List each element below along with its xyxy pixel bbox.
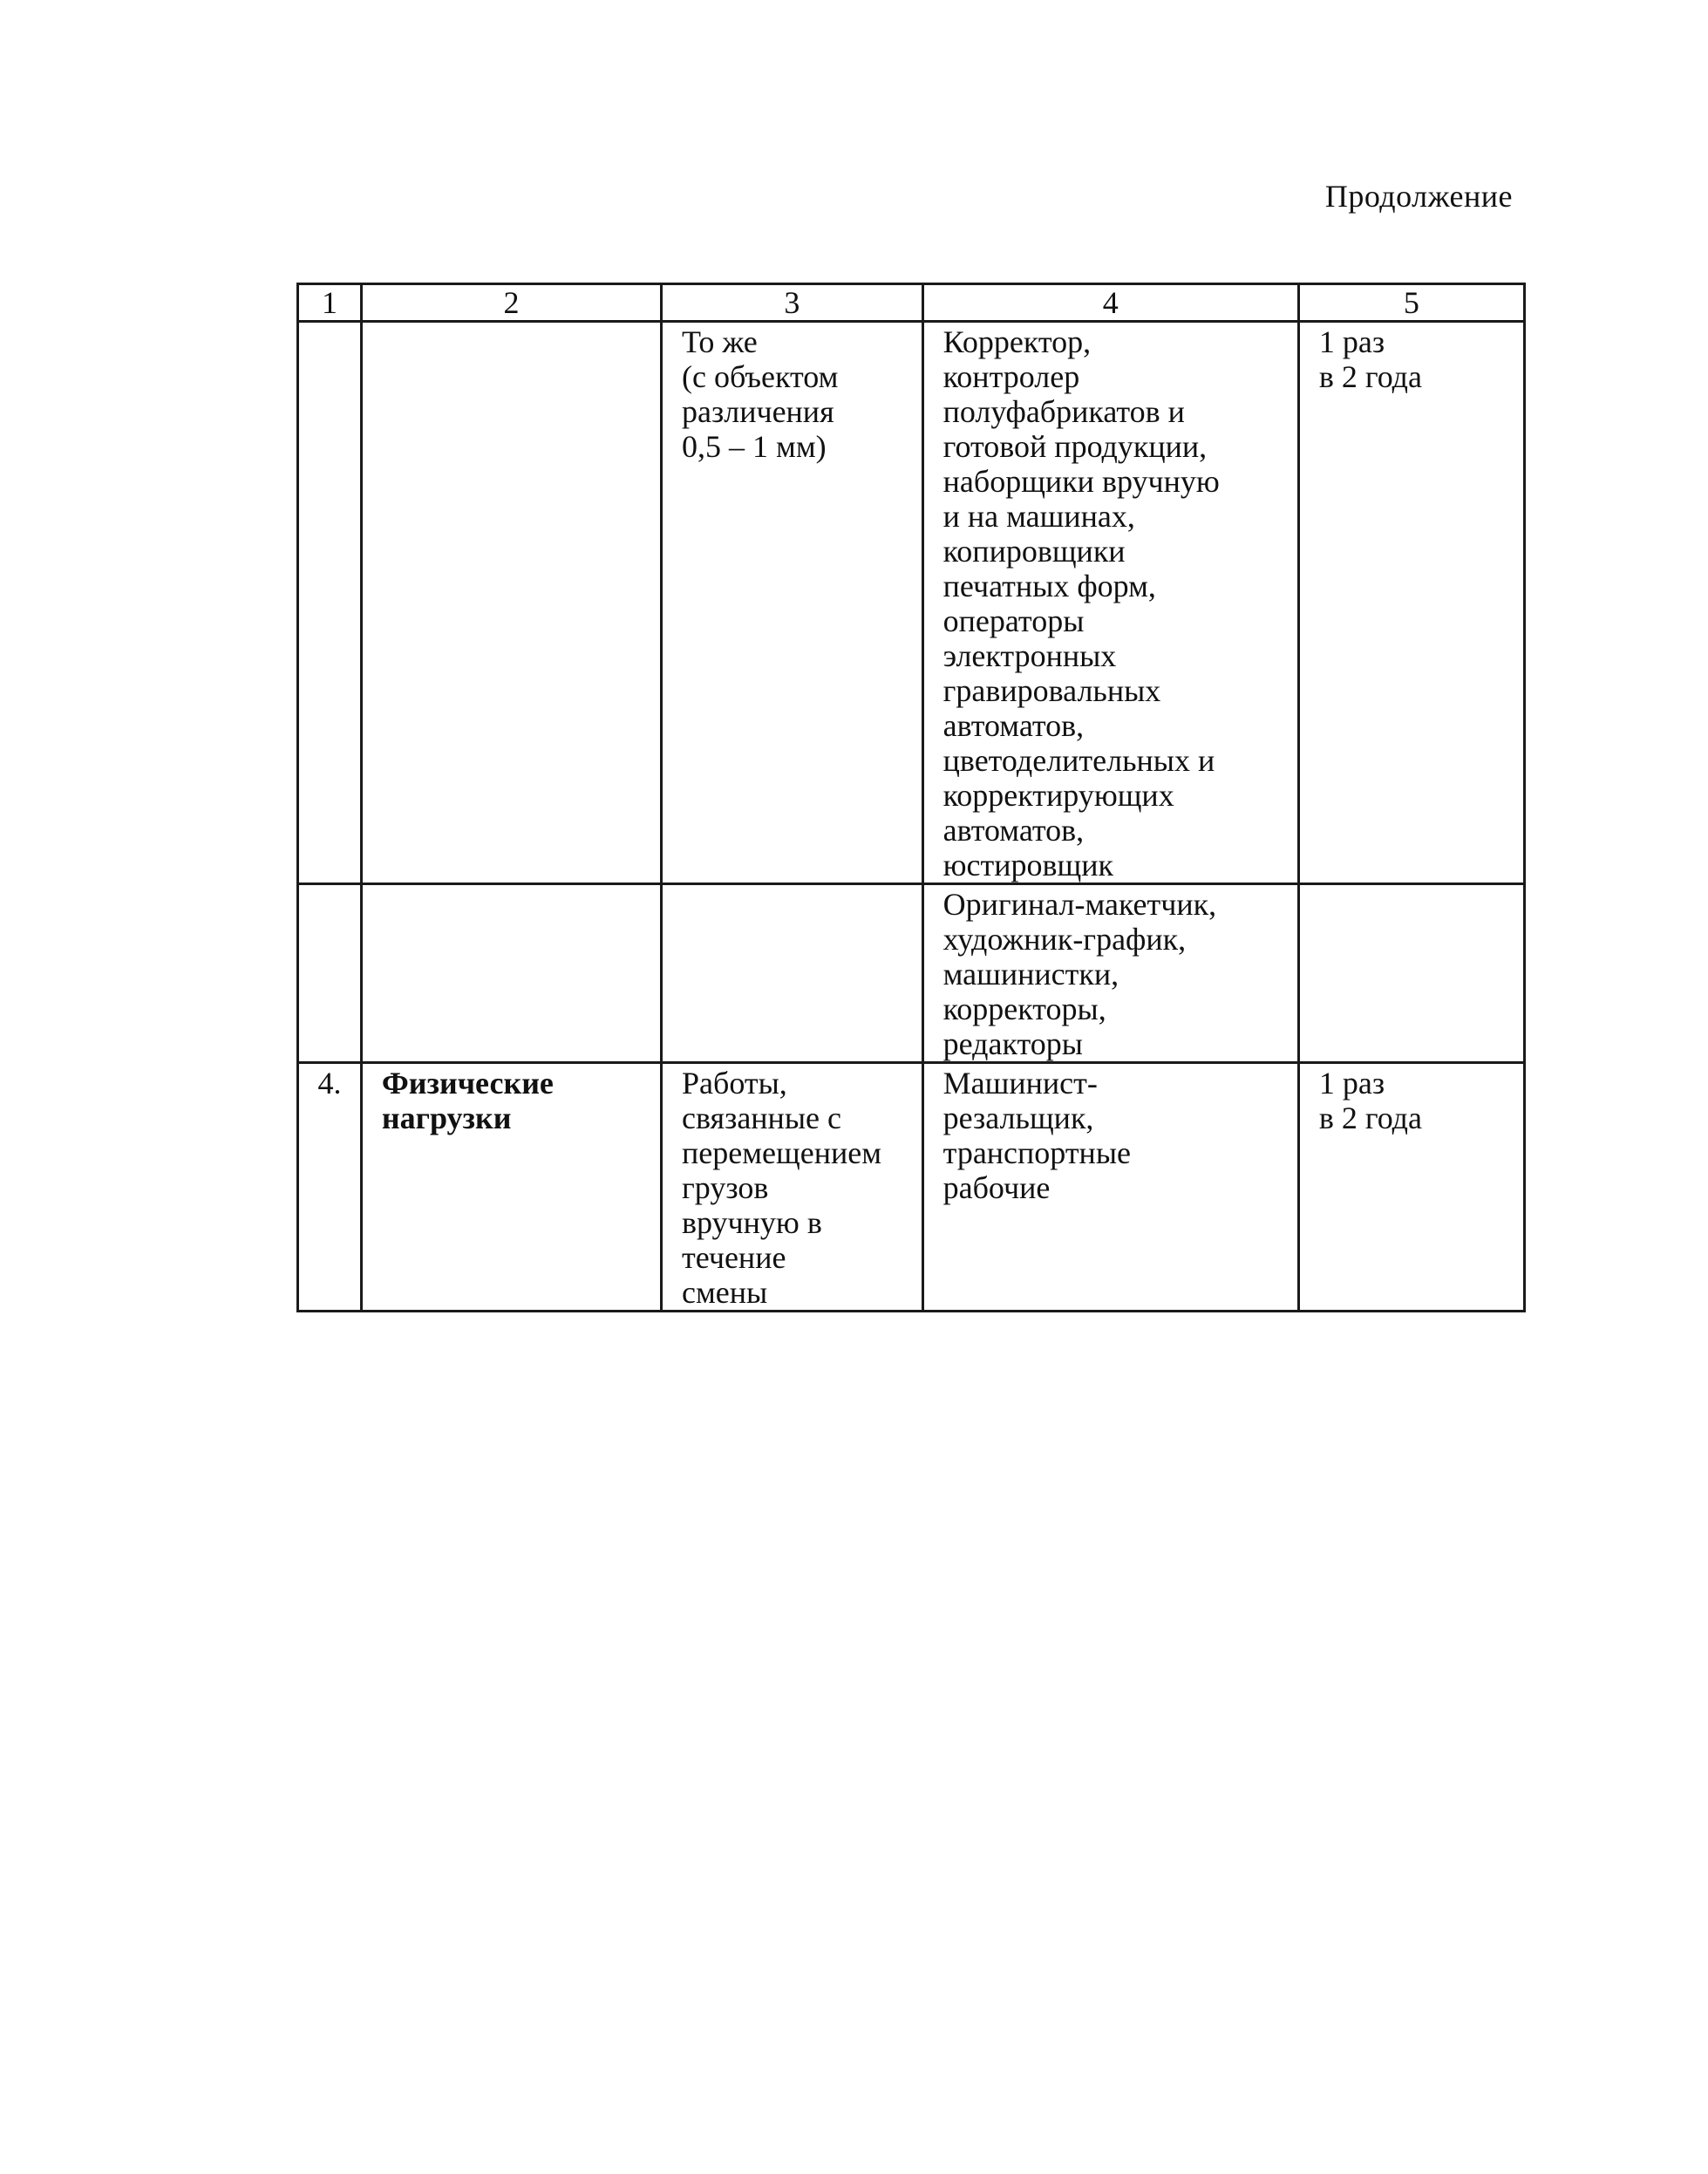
cell-line: рабочие (942, 1170, 1051, 1205)
cell-line: гравировальных (942, 673, 1161, 708)
table-row (298, 322, 1525, 884)
cell-line: наборщики вручную (942, 464, 1220, 499)
header-cell-5: 5 (1298, 284, 1524, 322)
table-cell-4 (922, 322, 1298, 884)
table-cell-5 (1298, 884, 1524, 1063)
table-header-row (298, 284, 1525, 322)
cell-line: полуфабрикатов и (942, 394, 1185, 429)
header-cell-1: 1 (298, 284, 362, 322)
cell-line: печатных форм, (942, 569, 1156, 603)
continuation-label: Продолжение (1324, 179, 1513, 214)
cell-line: смены (682, 1275, 768, 1310)
periodicity-table (296, 283, 1526, 1312)
cell-line: Работы, (682, 1066, 787, 1101)
cell-line: нагрузки (381, 1101, 512, 1135)
header-cell-4: 4 (922, 284, 1298, 322)
cell-line: вручную в (682, 1205, 822, 1240)
cell-line: связанные с (682, 1101, 841, 1135)
table-row (298, 1063, 1525, 1312)
table-cell-1: 4. (298, 1063, 362, 1312)
cell-line: течение (682, 1240, 786, 1275)
table-cell-2 (361, 884, 661, 1063)
table-body (298, 322, 1525, 1312)
cell-line: автоматов, (942, 813, 1085, 848)
cell-line: контролер (942, 359, 1080, 394)
cell-line: в 2 года (1318, 359, 1422, 394)
cell-line: Оригинал-макетчик, (942, 887, 1217, 922)
cell-line: корректоры, (942, 992, 1106, 1026)
table-cell-1 (298, 322, 362, 884)
header-cell-3: 3 (662, 284, 923, 322)
cell-line: Машинист- (942, 1066, 1098, 1101)
cell-line: перемещением (682, 1135, 882, 1170)
cell-line: редакторы (942, 1026, 1083, 1061)
cell-line: юстировщик (942, 848, 1113, 883)
table-cell-5 (1298, 322, 1524, 884)
cell-line: копировщики (942, 534, 1126, 569)
cell-line: Физические (381, 1066, 554, 1101)
table-cell-3 (662, 322, 923, 884)
cell-line: в 2 года (1318, 1101, 1422, 1135)
cell-line: (с объектом (682, 359, 839, 394)
table-cell-1 (298, 884, 362, 1063)
cell-line: операторы (942, 603, 1085, 638)
table-cell-5 (1298, 1063, 1524, 1312)
table-row (298, 884, 1525, 1063)
cell-line: и на машинах, (942, 499, 1135, 534)
header-cell-2: 2 (361, 284, 661, 322)
cell-line: машинистки, (942, 957, 1119, 992)
cell-line: автоматов, (942, 708, 1085, 743)
cell-line: 0,5 – 1 мм) (682, 429, 827, 464)
cell-line: 1 раз (1318, 324, 1385, 359)
cell-line: готовой продукции, (942, 429, 1208, 464)
cell-line: различения (682, 394, 834, 429)
table-cell-4 (922, 1063, 1298, 1312)
table-cell-3 (662, 1063, 923, 1312)
table-cell-3 (662, 884, 923, 1063)
cell-line: Корректор, (942, 324, 1092, 359)
table-cell-4 (922, 884, 1298, 1063)
cell-line: корректирующих (942, 778, 1174, 813)
cell-line: резальщик, (942, 1101, 1094, 1135)
table-cell-2 (361, 1063, 661, 1312)
cell-line: художник-график, (942, 922, 1187, 957)
cell-line: электронных (942, 638, 1117, 673)
cell-line: грузов (682, 1170, 769, 1205)
cell-line: цветоделительных и (942, 743, 1215, 778)
table-cell-2 (361, 322, 661, 884)
cell-line: транспортные (942, 1135, 1131, 1170)
cell-line: 1 раз (1318, 1066, 1385, 1101)
cell-line: То же (682, 324, 758, 359)
